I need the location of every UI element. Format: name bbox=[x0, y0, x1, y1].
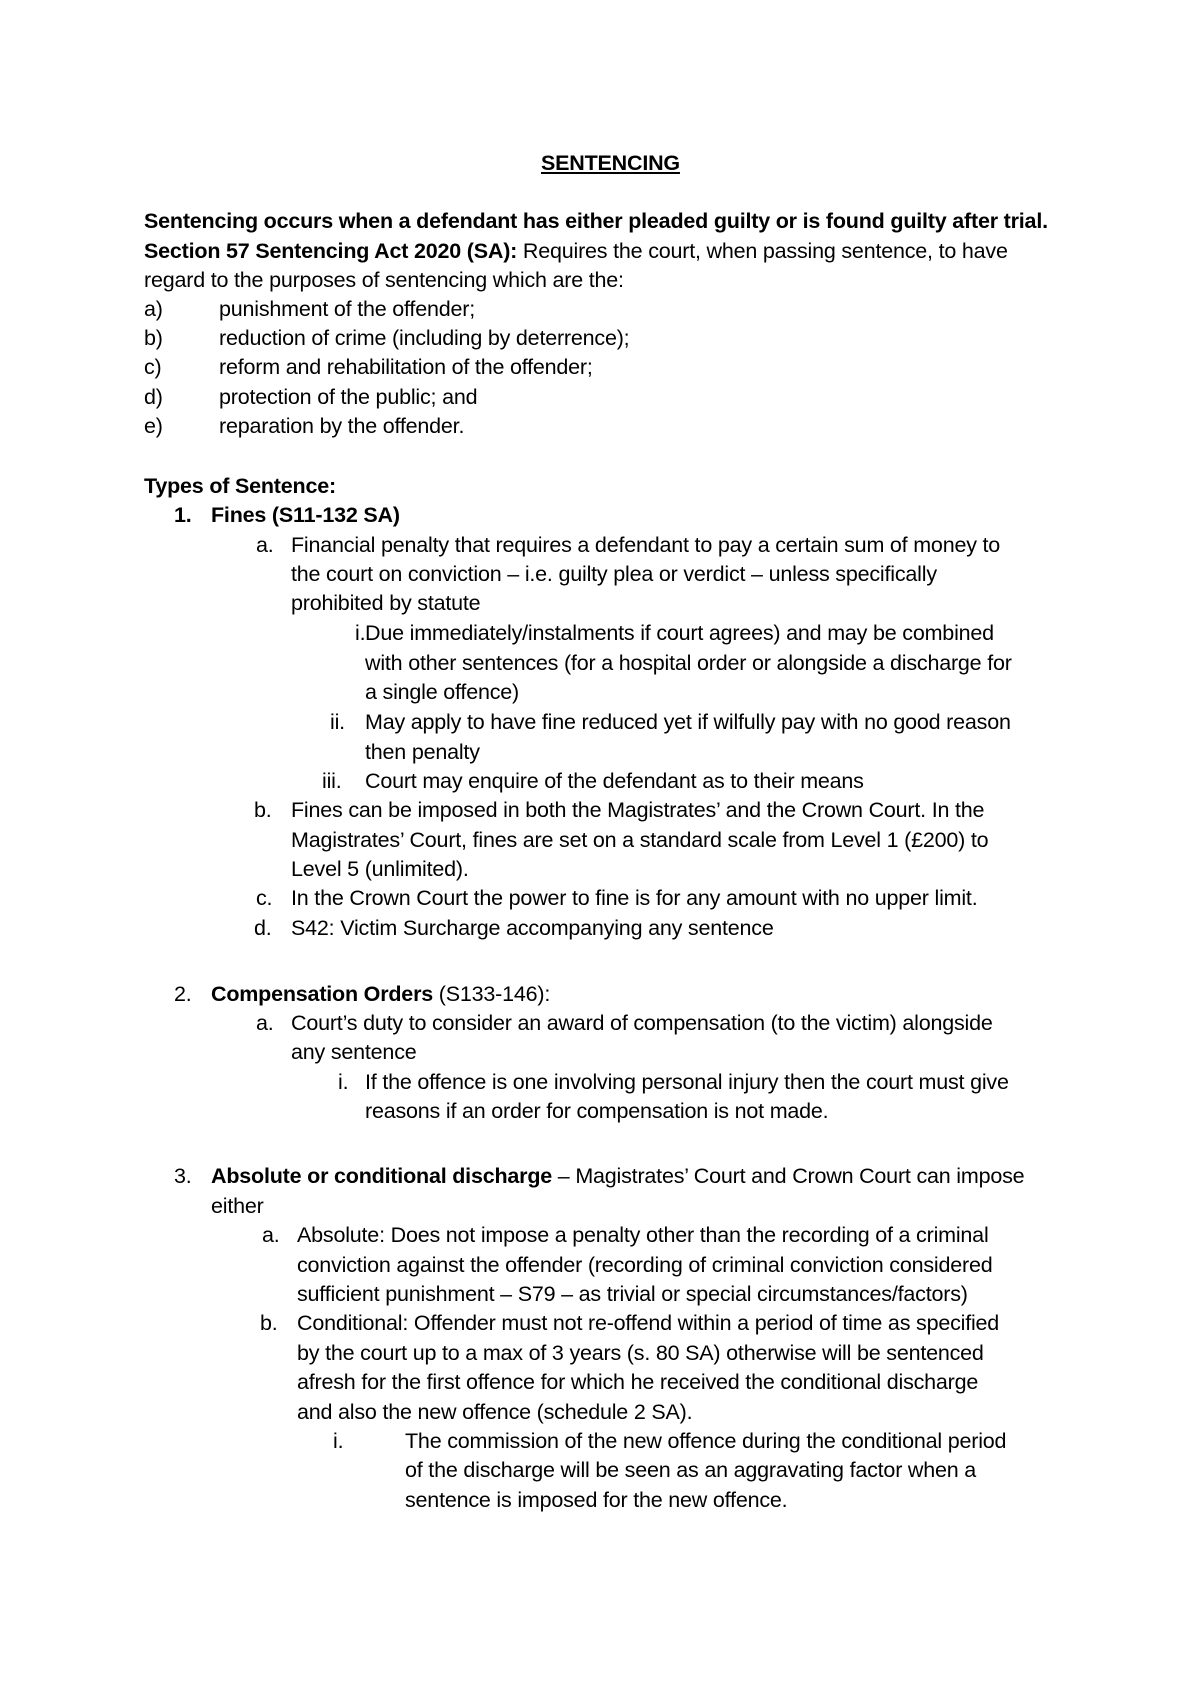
compensation-i-line: If the offence is one involving personal injury then the court must give bbox=[365, 1070, 1009, 1094]
fines-iii-line: Court may enquire of the defendant as to their means bbox=[365, 769, 864, 793]
compensation-heading bbox=[211, 980, 550, 1008]
fines-i-line: with other sentences (for a hospital order or alongside a discharge for bbox=[365, 651, 1012, 675]
section-57-text: Requires the court, when passing sentence, to have bbox=[517, 239, 1008, 263]
discharge-heading-line-2: either bbox=[211, 1194, 264, 1218]
compensation-i-marker: i. bbox=[338, 1070, 349, 1094]
fines-ii-line: then penalty bbox=[365, 740, 480, 764]
fines-b-line: Level 5 (unlimited). bbox=[291, 857, 469, 881]
fines-a-line: the court on conviction – i.e. guilty plea or verdict – unless specifically bbox=[291, 562, 937, 586]
discharge-heading-rest: – Magistrates’ Court and Crown Court can impose bbox=[552, 1164, 1025, 1188]
discharge-a-line: sufficient punishment – S79 – as trivial or special circumstances/factors) bbox=[297, 1282, 968, 1306]
page-title: SENTENCING bbox=[541, 151, 680, 175]
compensation-heading-rest: (S133-146): bbox=[433, 982, 551, 1006]
fines-ii-marker: ii. bbox=[330, 710, 345, 734]
compensation-a-marker: a. bbox=[256, 1011, 274, 1035]
purpose-marker: a) bbox=[144, 297, 163, 321]
fines-c-marker: c. bbox=[256, 886, 273, 910]
discharge-i-line: of the discharge will be seen as an aggravating factor when a bbox=[405, 1458, 977, 1482]
compensation-a-line: any sentence bbox=[291, 1040, 417, 1064]
purpose-marker: b) bbox=[144, 326, 163, 350]
types-heading: Types of Sentence: bbox=[144, 474, 336, 498]
fines-heading: Fines (S11-132 SA) bbox=[211, 503, 400, 527]
intro-line-1: Sentencing occurs when a defendant has either pleaded guilty or is found guilty after trial. bbox=[144, 209, 1048, 233]
purpose-text: reparation by the offender. bbox=[219, 414, 465, 438]
fines-b-line: Fines can be imposed in both the Magistrates’ and the Crown Court. In the bbox=[291, 798, 985, 822]
discharge-i-line: sentence is imposed for the new offence. bbox=[405, 1488, 788, 1512]
purpose-marker: d) bbox=[144, 385, 163, 409]
discharge-b-line: by the court up to a max of 3 years (s. 80 SA) otherwise will be sentenced bbox=[297, 1341, 984, 1365]
purpose-text: reform and rehabilitation of the offender; bbox=[219, 355, 593, 379]
fines-i-marker: i. bbox=[355, 621, 366, 645]
compensation-heading-bold: Compensation Orders bbox=[211, 982, 433, 1006]
purpose-marker: c) bbox=[144, 355, 162, 379]
discharge-heading-bold: Absolute or conditional discharge bbox=[211, 1164, 553, 1188]
discharge-b-line: afresh for the first offence for which he received the conditional discharge bbox=[297, 1370, 979, 1394]
discharge-i-line: The commission of the new offence during the conditional period bbox=[405, 1429, 1007, 1453]
discharge-number: 3. bbox=[174, 1164, 192, 1188]
intro-line-3: regard to the purposes of sentencing which are the: bbox=[144, 268, 624, 292]
discharge-i-marker: i. bbox=[333, 1429, 344, 1453]
compensation-i-line: reasons if an order for compensation is not made. bbox=[365, 1099, 829, 1123]
fines-a-line: Financial penalty that requires a defendant to pay a certain sum of money to bbox=[291, 533, 1001, 557]
fines-iii-marker: iii. bbox=[322, 769, 342, 793]
fines-c-line: In the Crown Court the power to fine is for any amount with no upper limit. bbox=[291, 886, 978, 910]
section-57-label: Section 57 Sentencing Act 2020 (SA): bbox=[144, 239, 518, 263]
fines-d-line: S42: Victim Surcharge accompanying any sentence bbox=[291, 916, 774, 940]
fines-ii-line: May apply to have fine reduced yet if wilfully pay with no good reason bbox=[365, 710, 1011, 734]
fines-b-line: Magistrates’ Court, fines are set on a standard scale from Level 1 (£200) to bbox=[291, 828, 989, 852]
fines-b-marker: b. bbox=[254, 798, 272, 822]
purpose-text: protection of the public; and bbox=[219, 385, 478, 409]
fines-number: 1. bbox=[174, 503, 192, 527]
discharge-b-line: Conditional: Offender must not re-offend within a period of time as specified bbox=[297, 1311, 1000, 1335]
compensation-a-line: Court’s duty to consider an award of compensation (to the victim) alongside bbox=[291, 1011, 993, 1035]
discharge-a-line: conviction against the offender (recording of criminal conviction considered bbox=[297, 1253, 993, 1277]
compensation-number: 2. bbox=[174, 982, 192, 1006]
intro-line-2 bbox=[144, 237, 1008, 265]
fines-d-marker: d. bbox=[254, 916, 272, 940]
purpose-text: punishment of the offender; bbox=[219, 297, 475, 321]
purpose-marker: e) bbox=[144, 414, 163, 438]
discharge-b-marker: b. bbox=[260, 1311, 278, 1335]
discharge-a-marker: a. bbox=[262, 1223, 280, 1247]
fines-i-line: Due immediately/instalments if court agrees) and may be combined bbox=[365, 621, 994, 645]
fines-i-line: a single offence) bbox=[365, 680, 519, 704]
discharge-a-line: Absolute: Does not impose a penalty other than the recording of a criminal bbox=[297, 1223, 989, 1247]
discharge-heading bbox=[211, 1162, 1024, 1190]
fines-a-line: prohibited by statute bbox=[291, 591, 481, 615]
fines-a-marker: a. bbox=[256, 533, 274, 557]
purpose-text: reduction of crime (including by deterrence); bbox=[219, 326, 630, 350]
discharge-b-line: and also the new offence (schedule 2 SA). bbox=[297, 1400, 693, 1424]
